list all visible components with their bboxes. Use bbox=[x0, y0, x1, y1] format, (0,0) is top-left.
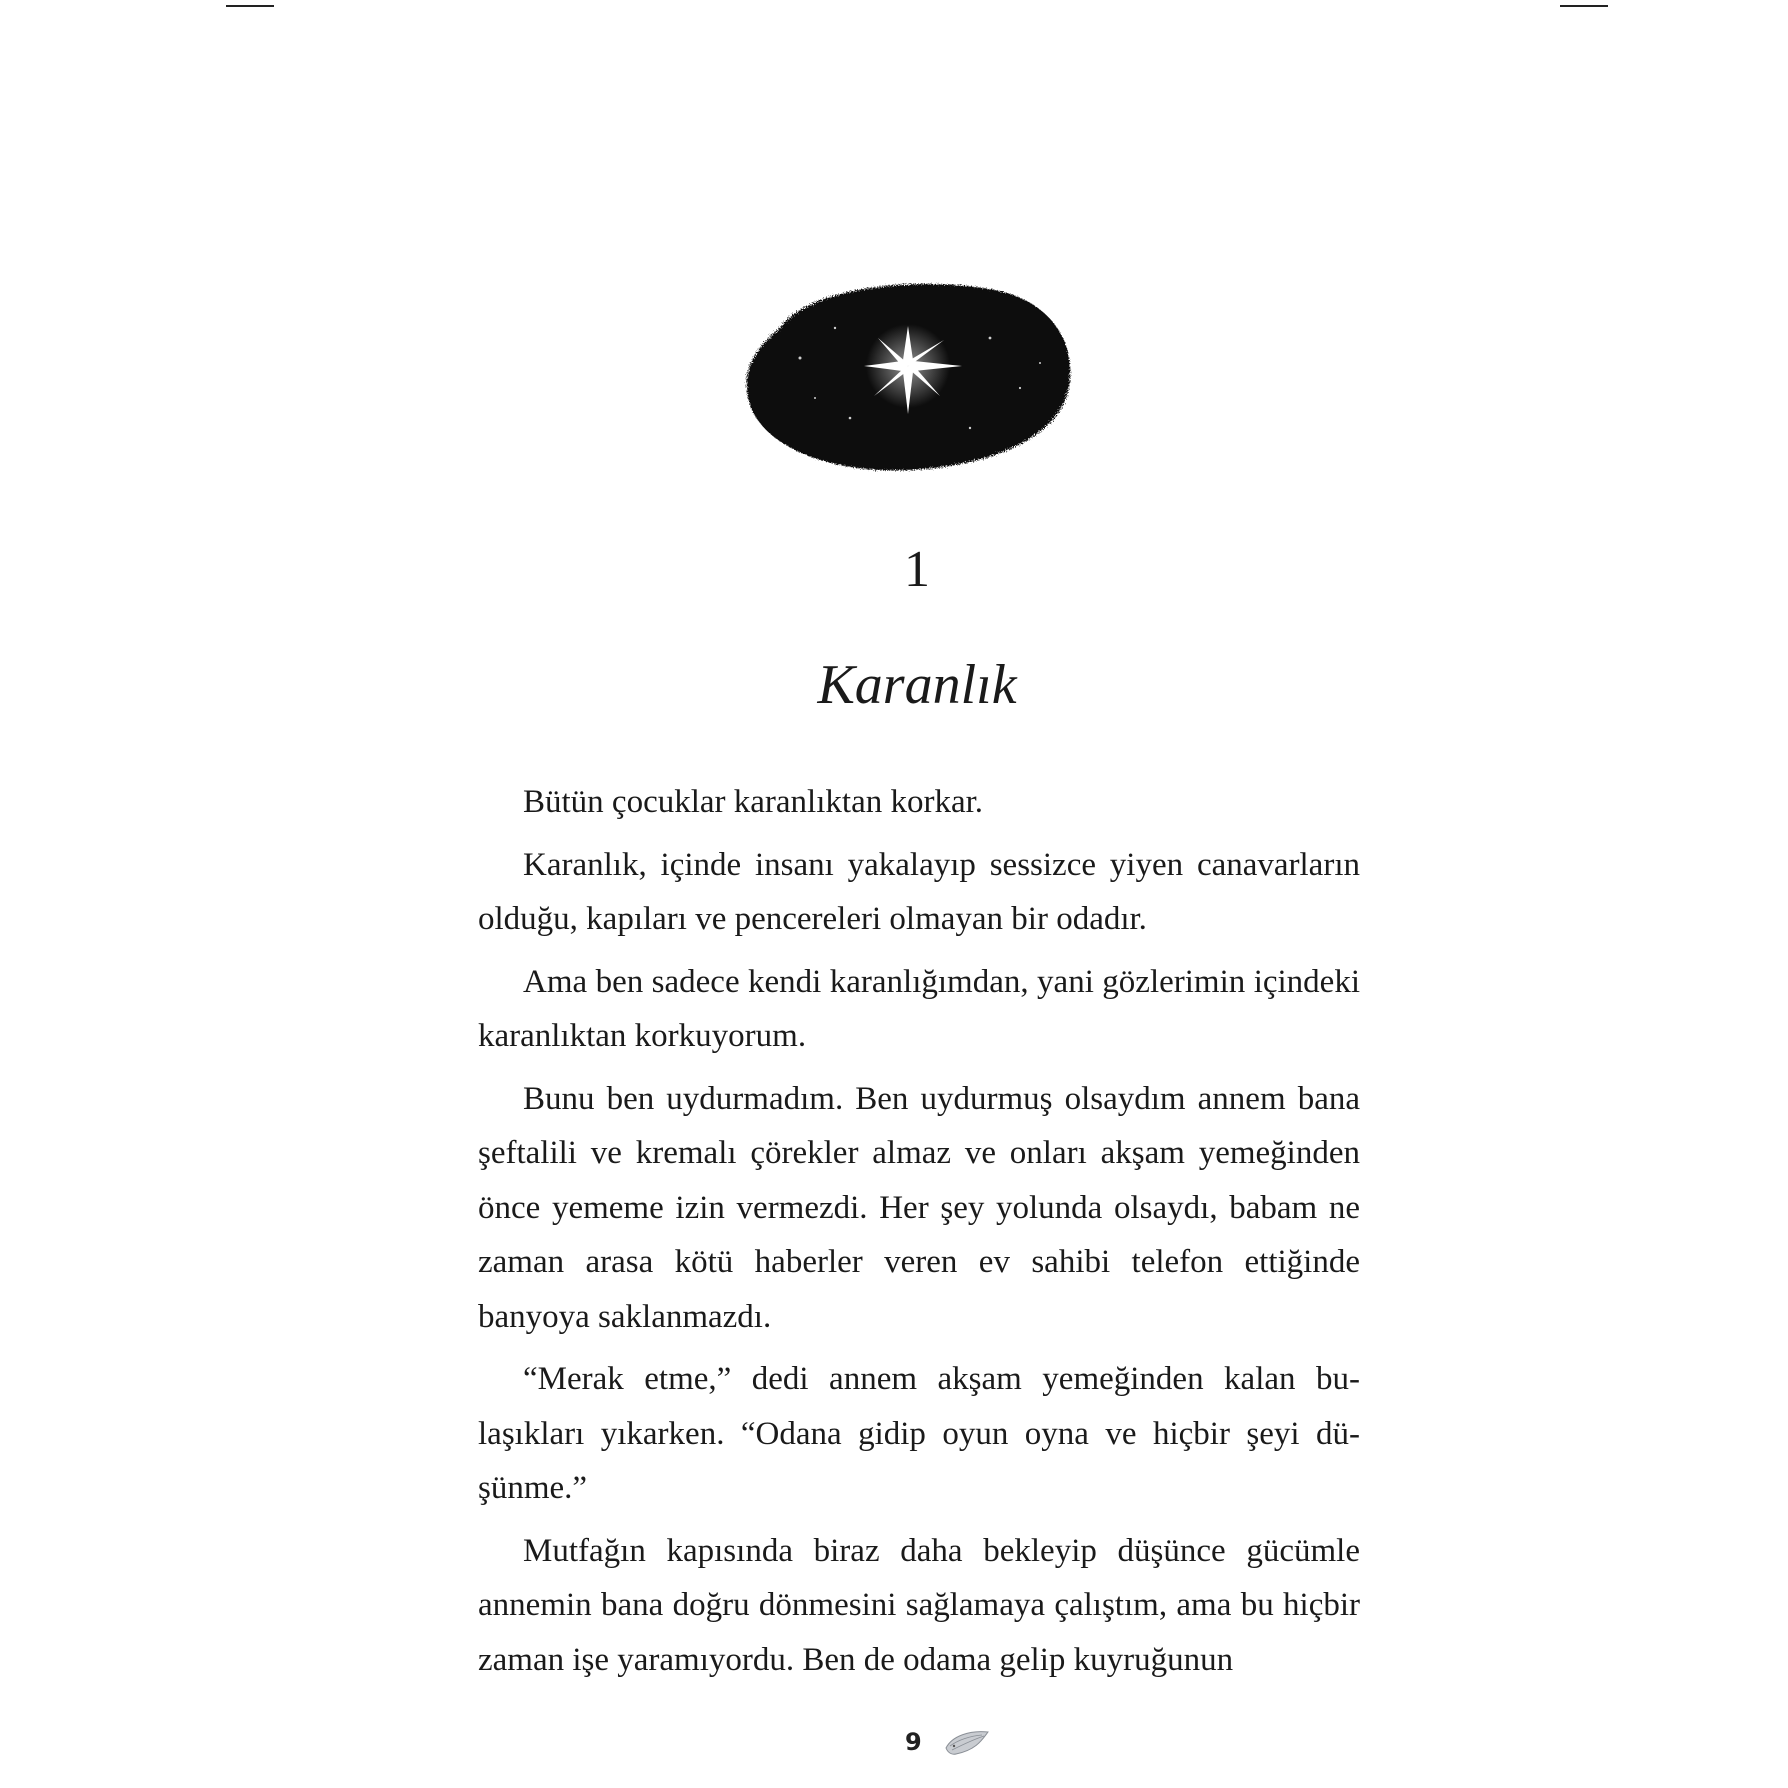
paragraph: Bunu ben uydurmadım. Ben uydurmuş olsaydım annem bana şeftalili ve kremalı çörekler almaz ve onları akşam yemeğinden önce yememe izin vermezdi. Her şey yolunda olsaydı, babam ne zaman arasa kötü haberler veren ev sahibi telefon ettiğinde banyoya saklanmazdı. bbox=[478, 1080, 1360, 1335]
paragraph: Mutfağın kapısında biraz daha bekleyip düşünce gücümle annemin bana doğru dönmesini sağlamaya çalıştım, ama bu hiçbir zaman işe yaramıyordu. Ben de odama gelip kuyruğunun bbox=[478, 1532, 1360, 1678]
page-footer bbox=[905, 1722, 992, 1762]
chapter-body bbox=[478, 775, 1360, 1695]
paragraph: Ama ben sadece kendi karanlığımdan, yani gözlerimin içindeki karanlıktan korkuyorum. bbox=[478, 963, 1360, 1054]
page-number: 9 bbox=[905, 1728, 922, 1756]
chapter-number: 1 bbox=[904, 541, 930, 598]
paragraph: “Merak etme,” dedi annem akşam yemeğinden kalan bulaşıkları yıkarken. “Odana gidip oyun oyna ve hiçbir şeyi düşünme.” bbox=[478, 1361, 1360, 1506]
paragraph: Karanlık, içinde insanı yakalayıp sessizce yiyen canavarların olduğu, kapıları ve pencereleri olmayan bir odadır. bbox=[478, 846, 1360, 937]
star-in-dark-blob-icon bbox=[740, 268, 1075, 478]
crop-mark-right bbox=[1560, 5, 1608, 7]
chapter-title: Karanlık bbox=[817, 654, 1017, 716]
fish-logo-icon bbox=[942, 1726, 992, 1758]
crop-mark-left bbox=[226, 5, 274, 7]
paragraph: Bütün çocuklar karanlıktan korkar. bbox=[523, 784, 984, 820]
